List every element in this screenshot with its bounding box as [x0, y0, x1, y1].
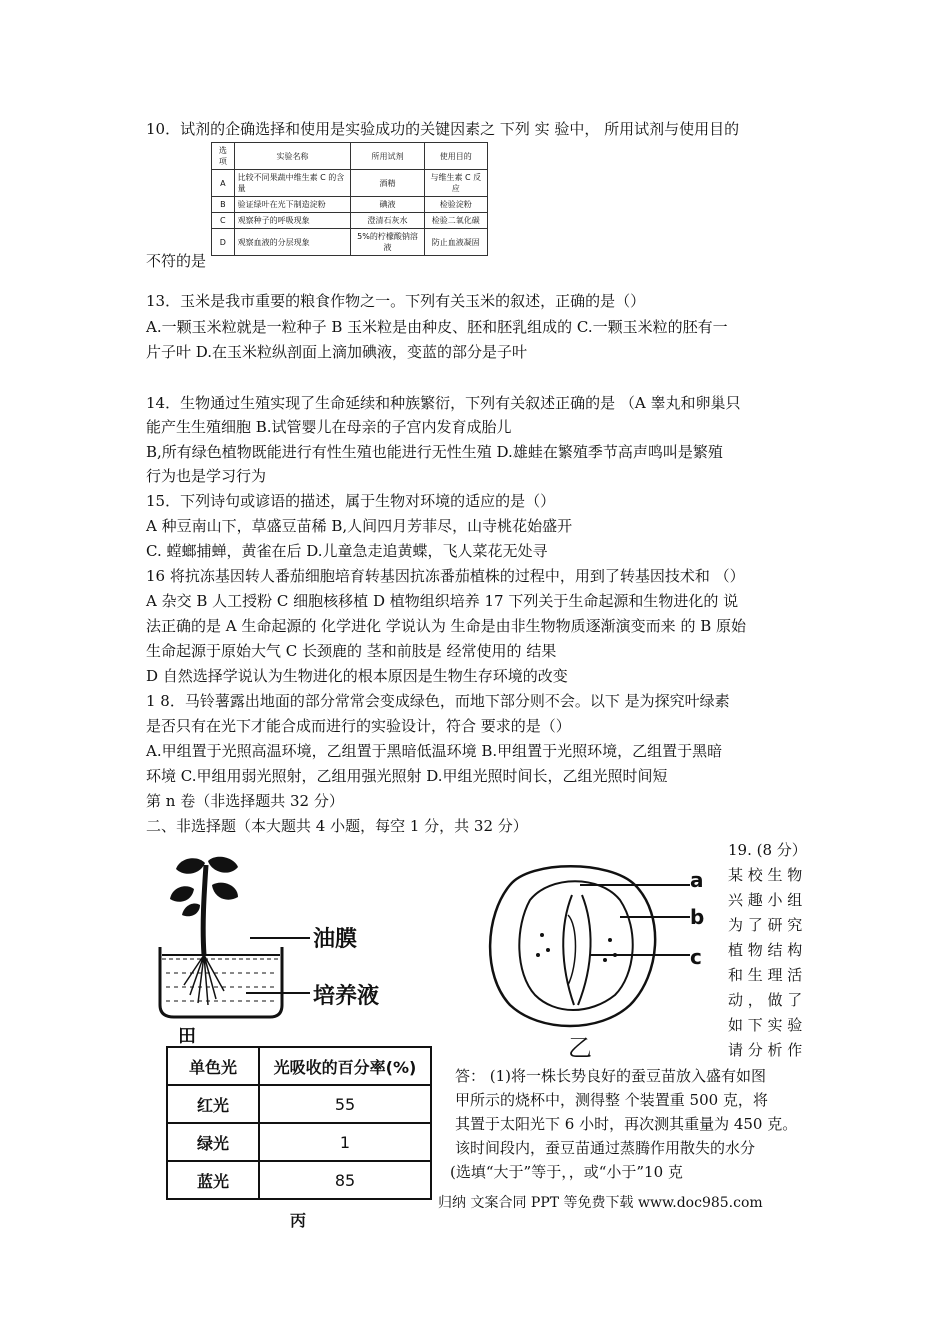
oil-film-label: 油膜 — [313, 927, 358, 952]
table-row — [212, 229, 488, 256]
text-line: 和 生 理 活 — [728, 966, 803, 984]
table-row — [212, 197, 488, 213]
table-cell: 绿光 — [167, 1123, 259, 1161]
text-line: 兴 趣 小 组 — [728, 891, 803, 909]
text-line: 片子叶 D.在玉米粒纵剖面上滴加碘液，变蓝的部分是子叶 — [146, 343, 528, 361]
text-line: 生命起源于原始大气 C 长颈鹿的 茎和前肢是 经常使用的 结果 — [146, 642, 557, 660]
text-line: 行为也是学习行为 — [146, 467, 267, 485]
text-line: 某 校 生 物 — [728, 866, 803, 884]
table-header: 单色光 — [167, 1047, 259, 1085]
q10-table — [211, 142, 488, 256]
table-cell: D — [212, 229, 235, 256]
text-line: 19. (8 分） — [728, 841, 807, 859]
leaf-icon — [182, 903, 200, 916]
table-cell: 检验淀粉 — [424, 197, 487, 213]
leaf-icon — [170, 886, 194, 902]
table-header: 选项 — [212, 143, 235, 170]
table-cell: 比较不同果蔬中维生素 C 的含量 — [234, 170, 351, 197]
section-heading: 二、非选择题（本大题共 4 小题，每空 1 分，共 32 分） — [146, 817, 528, 835]
table-cell: 5%的柠檬酸钠溶液 — [351, 229, 424, 256]
text-line: 其置于太阳光下 6 小时，再次测其重量为 450 克。 — [455, 1115, 798, 1133]
figure-yi-label: 乙 — [568, 1034, 592, 1062]
label-c: c — [690, 945, 702, 969]
text-line: D 自然选择学说认为生物进化的根本原因是生物生存环境的改变 — [146, 667, 568, 685]
table-header-row — [212, 143, 488, 170]
label-b: b — [690, 905, 705, 929]
q10-tail: 不符的是 — [146, 252, 207, 270]
text-line: 15．下列诗句或谚语的描述，属于生物对环境的适应的是（） — [146, 492, 556, 510]
leaf-icon — [176, 858, 205, 874]
table-cell: 防止血液凝固 — [424, 229, 487, 256]
figure-yi-seed — [470, 855, 710, 1040]
text-line: C. 螳螂捕蝉，黄雀在后 D.儿童急走追黄蝶，飞人菜花无处寻 — [146, 542, 548, 560]
nutrient-solution-label: 培养液 — [313, 984, 380, 1009]
leaf-icon — [208, 857, 238, 873]
text-line: B,所有绿色植物既能进行有性生殖也能进行无性生殖 D.雄蛙在繁殖季节高声鸣叫是繁殖 — [146, 443, 723, 461]
text-line: A.甲组置于光照高温环境，乙组置于黑暗低温环境 B.甲组置于光照环境，乙组置于黑暗 — [146, 742, 723, 760]
text-line: 甲所示的烧杯中，测得整 个装置重 500 克，将 — [455, 1091, 768, 1109]
table-cell: B — [212, 197, 235, 213]
text-line: 14．生物通过生殖实现了生命延续和种族繁衍，下列有关叙述正确的是 （A 睾丸和卵巢只 — [146, 394, 741, 412]
figure-jia-label: 田 — [178, 1026, 196, 1047]
table-row — [167, 1085, 431, 1123]
q19-side-text — [728, 838, 808, 1063]
footer-watermark: 归纳 文案合同 PPT 等免费下载 www.doc985.com — [438, 1195, 763, 1211]
table-header: 使用目的 — [424, 143, 487, 170]
text-line: 是否只有在光下才能合成而进行的实验设计，符合 要求的是（） — [146, 717, 571, 735]
text-line: 动 ， 做 了 — [728, 991, 803, 1009]
text-line: 如 下 实 验 — [728, 1016, 803, 1034]
table-cell: 红光 — [167, 1085, 259, 1123]
leaf-icon — [212, 883, 238, 900]
table-cell: 碘液 — [351, 197, 424, 213]
section-title: 第 n 卷（非选择题共 32 分） — [146, 792, 344, 810]
text-line: 环境 C.甲组用弱光照射，乙组用强光照射 D.甲组光照时间长，乙组光照时间短 — [146, 767, 668, 785]
table-row — [212, 170, 488, 197]
table-cell: 观察血液的分层现象 — [234, 229, 351, 256]
table-cell: 检验二氧化碳 — [424, 213, 487, 229]
table-header: 光吸收的百分率(%) — [259, 1047, 431, 1085]
table-cell: C — [212, 213, 235, 229]
q10-stem: 10．试剂的企确选择和使用是实验成功的关键因素之 下列 实 验中， 所用试剂与使用目的 — [146, 120, 740, 138]
table-row — [167, 1123, 431, 1161]
text-line: 16 将抗冻基因转人番茄细胞培育转基因抗冻番茄植株的过程中，用到了转基因技术和 （） — [146, 567, 745, 585]
table-header: 所用试剂 — [351, 143, 424, 170]
text-line: A 杂交 B 人工授粉 C 细胞核移植 D 植物组织培养 17 下列关于生命起源和生物进化的 说 — [146, 592, 739, 610]
text-line: 为 了 研 究 — [728, 916, 803, 934]
table-cell: 澄清石灰水 — [351, 213, 424, 229]
text-line: 该时间段内，蚕豆苗通过蒸腾作用散失的水分 — [455, 1139, 756, 1157]
table-header-row — [167, 1047, 431, 1085]
figure-jia-beaker — [150, 855, 410, 1045]
table-cell: 85 — [259, 1161, 431, 1199]
light-absorption-table — [166, 1046, 432, 1200]
text-line: 1 8．马铃薯露出地面的部分常常会变成绿色，而地下部分则不会。以下 是为探究叶绿素 — [146, 692, 730, 710]
text-line: 13．玉米是我市重要的粮食作物之一。下列有关玉米的叙述，正确的是（） — [146, 292, 646, 310]
table-cell: 观察种子的呼吸现象 — [234, 213, 351, 229]
label-a: a — [690, 868, 704, 892]
text-line: 植 物 结 构 — [728, 941, 803, 959]
figure-bing-label: 丙 — [290, 1211, 307, 1230]
table-cell: 55 — [259, 1085, 431, 1123]
table-cell: 蓝光 — [167, 1161, 259, 1199]
text-line: 答： (1)将一株长势良好的蚕豆苗放入盛有如图 — [455, 1067, 767, 1085]
table-header: 实验名称 — [234, 143, 351, 170]
text-line: 请 分 析 作 — [728, 1041, 803, 1059]
text-line: A.一颗玉米粒就是一粒种子 B 玉米粒是由种皮、胚和胚乳组成的 C.一颗玉米粒的胚有一 — [146, 318, 728, 336]
text-line: 法正确的是 A 生命起源的 化学进化 学说认为 生命是由非生物物质逐渐演变而来 的 B 原始 — [146, 617, 747, 635]
table-cell: A — [212, 170, 235, 197]
table-cell: 1 — [259, 1123, 431, 1161]
table-cell: 与维生素 C 反应 — [424, 170, 487, 197]
table-cell: 酒精 — [351, 170, 424, 197]
table-row — [167, 1161, 431, 1199]
text-line: (选填“大于”等于，，或“小于”10 克 — [450, 1163, 683, 1181]
table-row — [212, 213, 488, 229]
table-cell: 验证绿叶在光下制造淀粉 — [234, 197, 351, 213]
text-line: A 种豆南山下，草盛豆苗稀 B,人间四月芳菲尽，山寺桃花始盛开 — [146, 517, 573, 535]
text-line: 能产生生殖细胞 B.试管婴儿在母亲的子宫内发育成胎儿 — [146, 418, 512, 436]
